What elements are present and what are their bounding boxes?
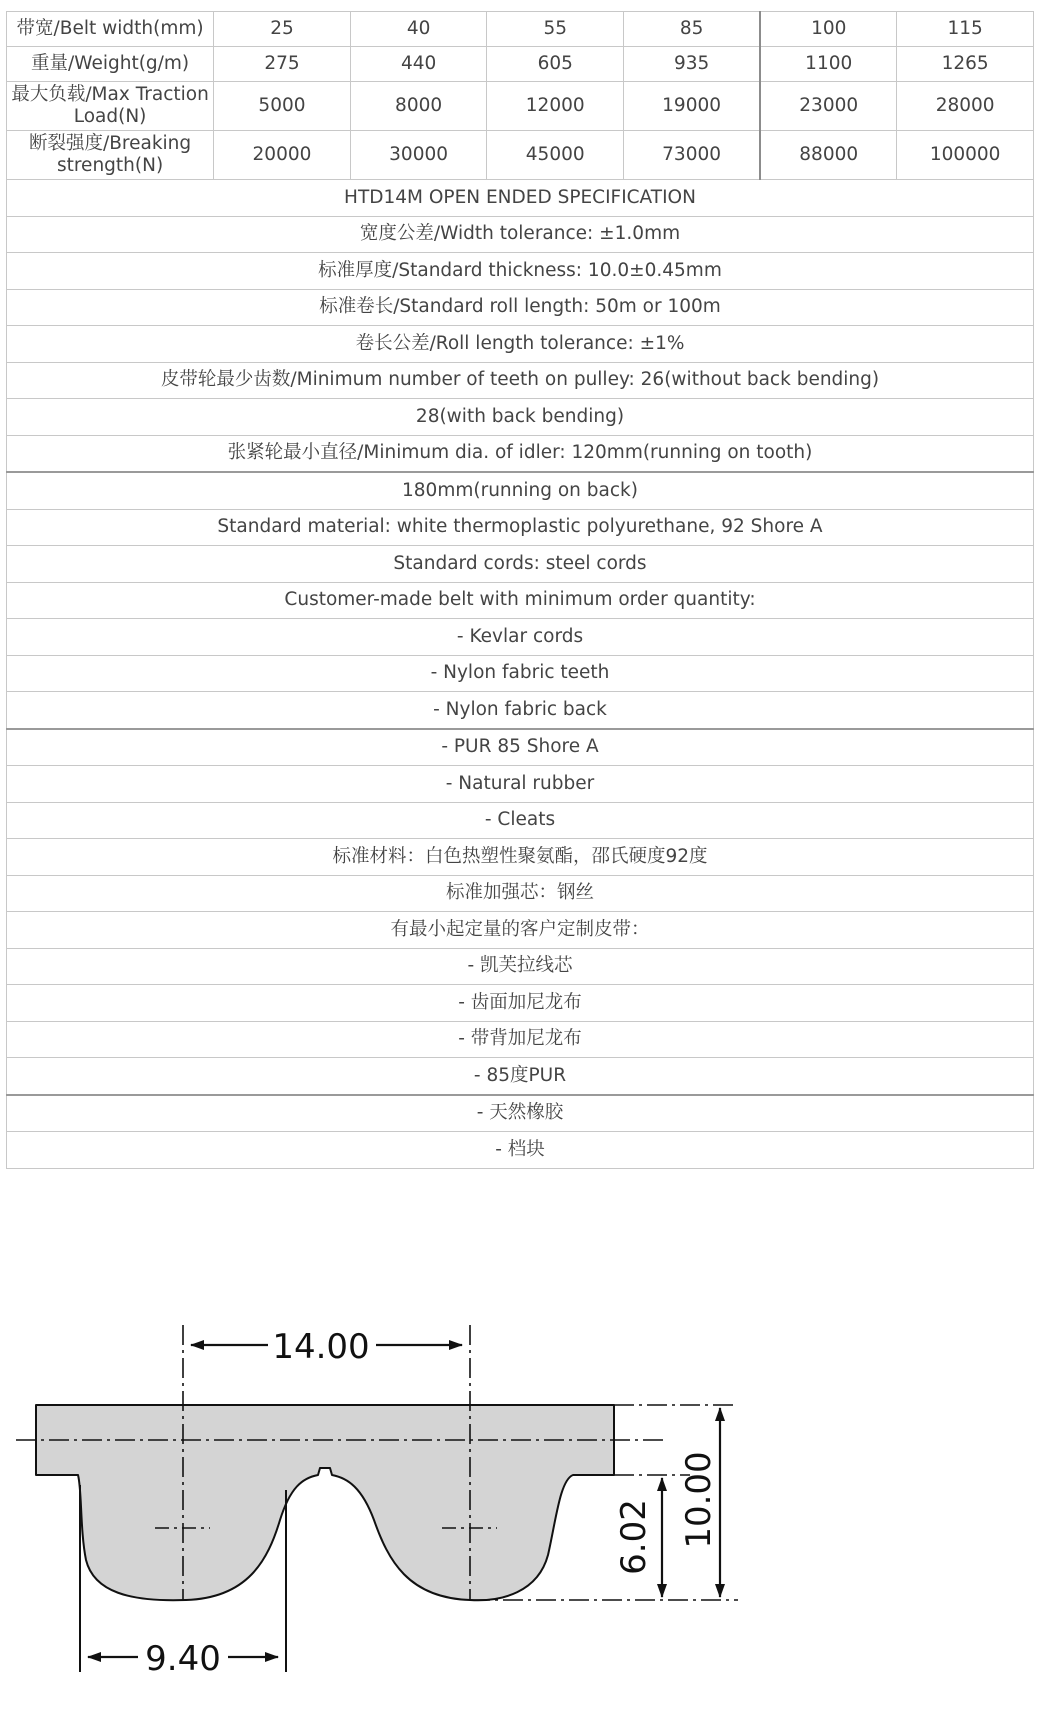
- max-traction-cell: 28000: [897, 82, 1034, 131]
- breaking-strength-cell: 88000: [760, 131, 897, 180]
- spec-line: 张紧轮最小直径/Minimum dia. of idler: 120mm(running on tooth): [7, 435, 1034, 472]
- belt-width-row: [7, 12, 1034, 47]
- tooth-width-dimension: 9.40: [145, 1639, 221, 1679]
- spec-line: 有最小起定量的客户定制皮带：: [7, 912, 1034, 949]
- spec-line: 卷长公差/Roll length tolerance: ±1%: [7, 326, 1034, 363]
- spec-line: 标准卷长/Standard roll length: 50m or 100m: [7, 289, 1034, 326]
- spec-row: [7, 216, 1034, 253]
- max-traction-cell: 12000: [487, 82, 624, 131]
- spec-row: [7, 326, 1034, 363]
- spec-row: [7, 509, 1034, 546]
- spec-row: [7, 472, 1034, 509]
- spec-row: [7, 253, 1034, 290]
- spec-row: [7, 802, 1034, 839]
- spec-title-row: [7, 180, 1034, 217]
- spec-line: - Cleats: [7, 802, 1034, 839]
- belt-width-label: 带宽/Belt width(mm): [7, 12, 214, 47]
- weight-cell: 605: [487, 47, 624, 82]
- max-traction-cell: 23000: [760, 82, 897, 131]
- pitch-dimension: 14.00: [272, 1327, 370, 1367]
- belt-width-cell: 85: [624, 12, 761, 47]
- weight-row: [7, 47, 1034, 82]
- belt-profile-drawing: [0, 1300, 760, 1680]
- spec-row: [7, 985, 1034, 1022]
- spec-line: - 凯芙拉线芯: [7, 948, 1034, 985]
- weight-cell: 440: [350, 47, 487, 82]
- spec-line: - PUR 85 Shore A: [7, 729, 1034, 766]
- spec-row: [7, 619, 1034, 656]
- tooth-height-dimension: 6.02: [614, 1499, 654, 1575]
- spec-row: [7, 948, 1034, 985]
- spec-line: 标准加强芯：钢丝: [7, 875, 1034, 912]
- spec-row: [7, 582, 1034, 619]
- belt-width-cell: 55: [487, 12, 624, 47]
- spec-line: - 带背加尼龙布: [7, 1021, 1034, 1058]
- spec-title: HTD14M OPEN ENDED SPECIFICATION: [7, 180, 1034, 217]
- max-traction-cell: 8000: [350, 82, 487, 131]
- weight-cell: 1100: [760, 47, 897, 82]
- breaking-strength-cell: 30000: [350, 131, 487, 180]
- spec-row: [7, 546, 1034, 583]
- spec-line: - 天然橡胶: [7, 1095, 1034, 1132]
- spec-row: [7, 1058, 1034, 1095]
- spec-line: 宽度公差/Width tolerance: ±1.0mm: [7, 216, 1034, 253]
- max-traction-row: [7, 82, 1034, 131]
- weight-cell: 935: [624, 47, 761, 82]
- weight-label: 重量/Weight(g/m): [7, 47, 214, 82]
- spec-line: 皮带轮最少齿数/Minimum number of teeth on pulley: 26(without back bending): [7, 362, 1034, 399]
- spec-line: - 85度PUR: [7, 1058, 1034, 1095]
- spec-row: [7, 289, 1034, 326]
- spec-line: 28(with back bending): [7, 399, 1034, 436]
- spec-line: - Nylon fabric teeth: [7, 655, 1034, 692]
- spec-line: - Kevlar cords: [7, 619, 1034, 656]
- spec-row: [7, 1021, 1034, 1058]
- weight-cell: 275: [214, 47, 351, 82]
- belt-width-cell: 25: [214, 12, 351, 47]
- breaking-strength-cell: 45000: [487, 131, 624, 180]
- max-traction-cell: 19000: [624, 82, 761, 131]
- spec-row: [7, 729, 1034, 766]
- belt-width-cell: 115: [897, 12, 1034, 47]
- spec-line: Customer-made belt with minimum order quantity:: [7, 582, 1034, 619]
- spec-line: - 齿面加尼龙布: [7, 985, 1034, 1022]
- spec-row: [7, 399, 1034, 436]
- max-traction-cell: 5000: [214, 82, 351, 131]
- spec-row: [7, 362, 1034, 399]
- total-height-dimension: 10.00: [679, 1451, 719, 1549]
- spec-row: [7, 912, 1034, 949]
- max-traction-label: 最大负载/Max Traction Load(N): [7, 82, 214, 131]
- spec-row: [7, 766, 1034, 803]
- spec-row: [7, 1095, 1034, 1132]
- spec-line: Standard material: white thermoplastic polyurethane, 92 Shore A: [7, 509, 1034, 546]
- spec-line: - Nylon fabric back: [7, 692, 1034, 729]
- spec-row: [7, 692, 1034, 729]
- spec-line: Standard cords: steel cords: [7, 546, 1034, 583]
- spec-line: - 档块: [7, 1132, 1034, 1169]
- breaking-strength-label: 断裂强度/Breaking strength(N): [7, 131, 214, 180]
- breaking-strength-cell: 73000: [624, 131, 761, 180]
- spec-row: [7, 655, 1034, 692]
- spec-row: [7, 875, 1034, 912]
- belt-profile-shape: [36, 1405, 614, 1600]
- spec-line: 标准厚度/Standard thickness: 10.0±0.45mm: [7, 253, 1034, 290]
- weight-cell: 1265: [897, 47, 1034, 82]
- spec-line: 180mm(running on back): [7, 472, 1034, 509]
- breaking-strength-row: [7, 131, 1034, 180]
- spec-row: [7, 435, 1034, 472]
- belt-width-cell: 40: [350, 12, 487, 47]
- breaking-strength-cell: 20000: [214, 131, 351, 180]
- belt-width-cell: 100: [760, 12, 897, 47]
- breaking-strength-cell: 100000: [897, 131, 1034, 180]
- spec-line: - Natural rubber: [7, 766, 1034, 803]
- specification-table: [6, 11, 1034, 1169]
- spec-row: [7, 1132, 1034, 1169]
- spec-line: 标准材料：白色热塑性聚氨酯，邵氏硬度92度: [7, 839, 1034, 876]
- spec-row: [7, 839, 1034, 876]
